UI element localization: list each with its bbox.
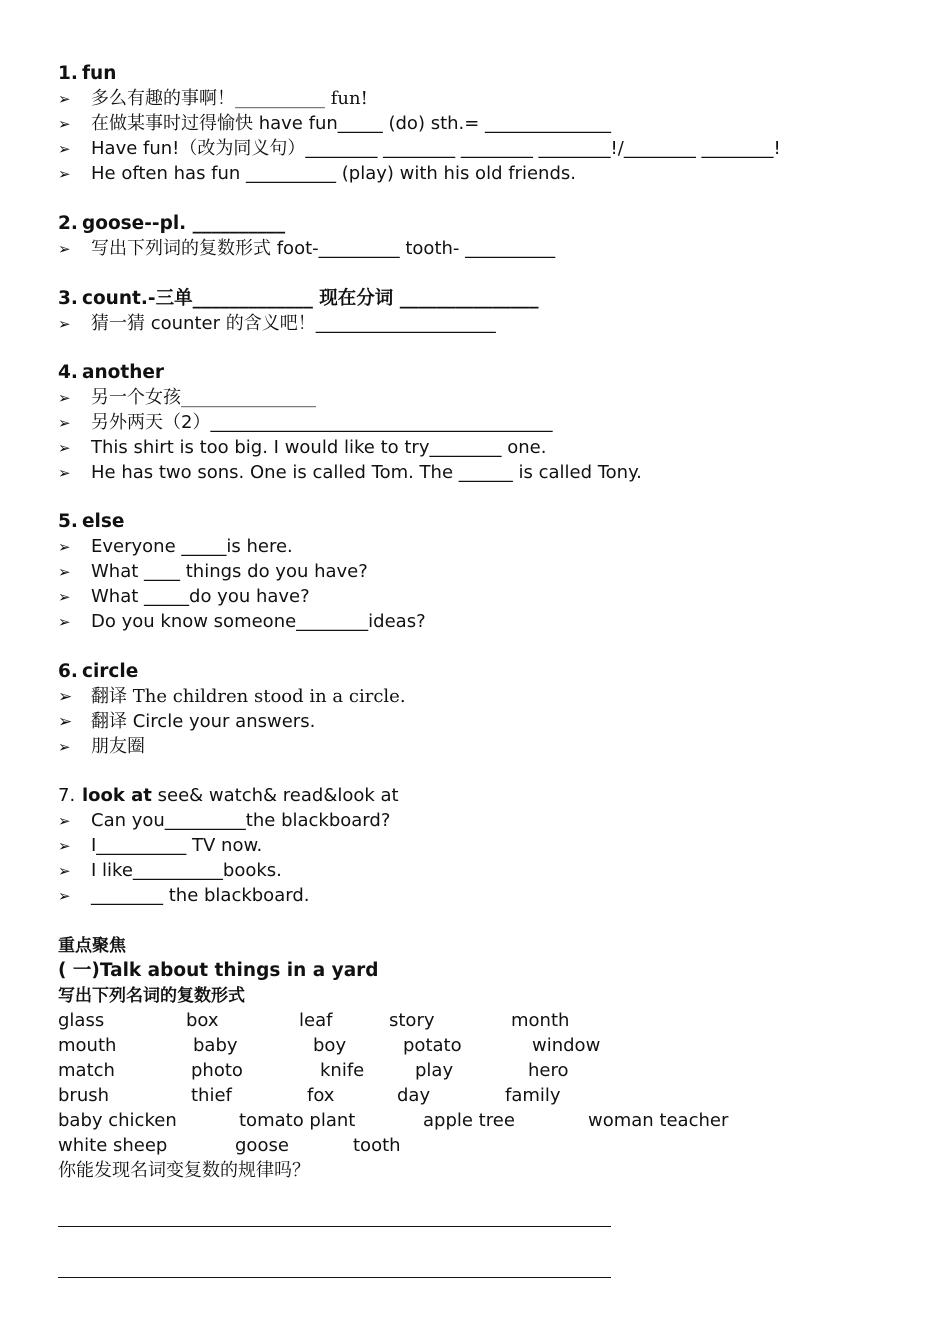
focus-instruction: 写出下列名词的复数形式: [58, 986, 245, 1006]
section-4-title: 4. another: [58, 362, 165, 383]
bullet-arrow-icon: ➢: [58, 563, 71, 581]
section-1-line-4: ➢ He often has fun __________ (play) with his old friends.: [58, 163, 576, 184]
word: family: [505, 1085, 561, 1106]
section-4-line-2: ➢ 另外两天（2）______________________________________: [58, 412, 553, 433]
word: boy: [313, 1035, 347, 1056]
focus-heading: 重点聚焦: [58, 936, 126, 956]
section-6-line-1: ➢ 翻译 The children stood in a circle.: [58, 686, 406, 707]
bullet-arrow-icon: ➢: [58, 538, 71, 556]
section-7-line-1: ➢ Can you_________the blackboard?: [58, 810, 391, 831]
bullet-arrow-icon: ➢: [58, 588, 71, 606]
bullet-arrow-icon: ➢: [58, 389, 71, 407]
word: tomato plant: [239, 1110, 356, 1131]
focus-topic: ( 一)Talk about things in a yard: [58, 960, 379, 981]
section-6-line-3: ➢ 朋友圈: [58, 736, 145, 757]
section-4-line-4: ➢ He has two sons. One is called Tom. The ______ is called Tony.: [58, 462, 642, 483]
word: hero: [528, 1060, 569, 1081]
word: apple tree: [423, 1110, 515, 1131]
bullet-arrow-icon: ➢: [58, 837, 71, 855]
bullet-arrow-icon: ➢: [58, 812, 71, 830]
word: woman teacher: [588, 1110, 729, 1131]
bullet-arrow-icon: ➢: [58, 738, 71, 756]
word: mouth: [58, 1035, 117, 1056]
section-3-line-1: ➢ 猜一猜 counter 的含义吧！____________________: [58, 313, 496, 334]
answer-line-2[interactable]: [58, 1277, 611, 1278]
word: photo: [191, 1060, 243, 1081]
word: thief: [191, 1085, 232, 1106]
section-7-line-4: ➢ ________ the blackboard.: [58, 885, 310, 906]
word: box: [186, 1010, 219, 1031]
word: tooth: [353, 1135, 401, 1156]
word: window: [532, 1035, 601, 1056]
section-7-title: 7. look at see& watch& read&look at: [58, 785, 399, 806]
section-4-line-3: ➢ This shirt is too big. I would like to try________ one.: [58, 437, 547, 458]
bullet-arrow-icon: ➢: [58, 140, 71, 158]
bullet-arrow-icon: ➢: [58, 439, 71, 457]
bullet-arrow-icon: ➢: [58, 613, 71, 631]
bullet-arrow-icon: ➢: [58, 687, 73, 707]
word: glass: [58, 1010, 105, 1031]
focus-question: 你能发现名词变复数的规律吗？: [58, 1160, 310, 1181]
section-5-line-1: ➢ Everyone _____is here.: [58, 536, 293, 557]
section-5-line-3: ➢ What _____do you have?: [58, 586, 310, 607]
bullet-arrow-icon: ➢: [58, 887, 71, 905]
word: white sheep: [58, 1135, 168, 1156]
word: day: [397, 1085, 431, 1106]
section-6-line-2: ➢ 翻译 Circle your answers.: [58, 711, 316, 732]
word: potato: [403, 1035, 462, 1056]
bullet-arrow-icon: ➢: [58, 165, 71, 183]
section-1-line-3: ➢ Have fun!（改为同义句）________ ________ ________ ________!/________ ________!: [58, 138, 781, 159]
section-2-title: 2. goose--pl. __________: [58, 213, 286, 234]
section-5-line-4: ➢ Do you know someone________ideas?: [58, 611, 426, 632]
bullet-arrow-icon: ➢: [58, 315, 71, 333]
section-1-line-1: ➢ 多么有趣的事啊！__________ fun!: [58, 88, 368, 109]
word: story: [389, 1010, 435, 1031]
section-3-title: 3. count.-三单_____________ 现在分词 _______________: [58, 288, 539, 309]
section-4-line-1: ➢ 另一个女孩_______________: [58, 387, 316, 408]
bullet-arrow-icon: ➢: [58, 90, 71, 108]
answer-line-1[interactable]: [58, 1226, 611, 1227]
bullet-arrow-icon: ➢: [58, 414, 71, 432]
word: goose: [235, 1135, 289, 1156]
word: baby: [193, 1035, 238, 1056]
section-1-line-2: ➢ 在做某事时过得愉快 have fun_____ (do) sth.= ______________: [58, 113, 612, 134]
word: leaf: [299, 1010, 333, 1031]
section-5-title: 5. else: [58, 511, 125, 532]
section-6-title: 6. circle: [58, 661, 139, 682]
section-1-title: 1. fun: [58, 63, 117, 84]
word: knife: [320, 1060, 365, 1081]
section-7-line-3: ➢ I like__________books.: [58, 860, 282, 881]
bullet-arrow-icon: ➢: [58, 240, 71, 258]
section-7-line-2: ➢ I__________ TV now.: [58, 835, 263, 856]
word: play: [415, 1060, 454, 1081]
section-2-line-1: ➢ 写出下列词的复数形式 foot-_________ tooth- __________: [58, 238, 556, 259]
word: month: [511, 1010, 570, 1031]
section-5-line-2: ➢ What ____ things do you have?: [58, 561, 368, 582]
bullet-arrow-icon: ➢: [58, 115, 71, 133]
word: match: [58, 1060, 115, 1081]
word: fox: [307, 1085, 335, 1106]
word: baby chicken: [58, 1110, 177, 1131]
bullet-arrow-icon: ➢: [58, 464, 71, 482]
bullet-arrow-icon: ➢: [58, 862, 71, 880]
bullet-arrow-icon: ➢: [58, 712, 73, 732]
word: brush: [58, 1085, 110, 1106]
